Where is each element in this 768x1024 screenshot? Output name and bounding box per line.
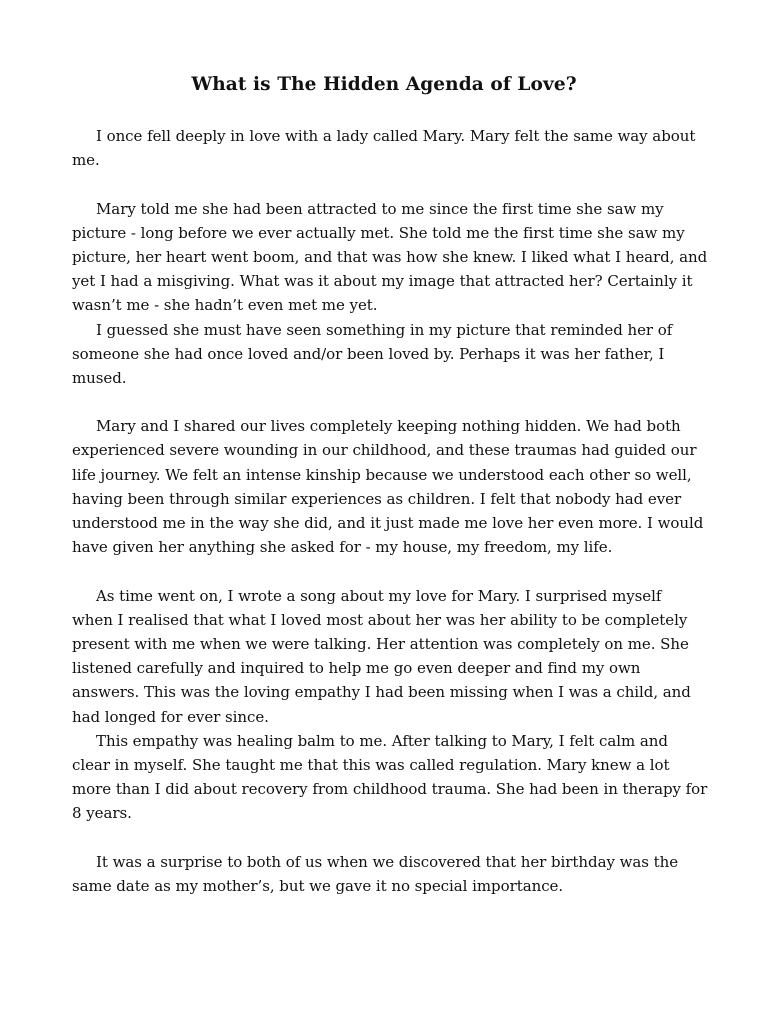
- paragraph-line: when I realised that what I loved most about her was her ability to be completely: [72, 610, 688, 629]
- paragraph-line: same date as my mother’s, but we gave it no special importance.: [72, 876, 564, 895]
- paragraph-spacer: [72, 390, 712, 414]
- paragraph-line: more than I did about recovery from childhood trauma. She had been in therapy for: [72, 780, 708, 799]
- paragraph-line: As time went on, I wrote a song about my love for Mary. I surprised myself: [96, 586, 662, 605]
- paragraph-line: Mary told me she had been attracted to me since the first time she saw my: [96, 199, 664, 218]
- paragraph-line: wasn’t me - she hadn’t even met me yet.: [72, 296, 378, 315]
- paragraph-line: me.: [72, 151, 100, 170]
- paragraph-line: 8 years.: [72, 804, 132, 823]
- paragraph-line: listened carefully and inquired to help me go even deeper and find my own: [72, 659, 641, 678]
- paragraph-1: [72, 124, 712, 172]
- paragraph-line: experienced severe wounding in our childhood, and these traumas had guided our: [72, 441, 697, 460]
- paragraph-line: I once fell deeply in love with a lady called Mary. Mary felt the same way about: [96, 127, 696, 145]
- paragraph-line: mused.: [72, 368, 127, 387]
- paragraph-line: picture, her heart went boom, and that was how she knew. I liked what I heard, and: [72, 247, 708, 266]
- paragraph-line: understood me in the way she did, and it just made me love her even more. I would: [72, 514, 704, 532]
- paragraph-line: This empathy was healing balm to me. After talking to Mary, I felt calm and: [96, 731, 668, 750]
- paragraph-spacer: [72, 559, 712, 583]
- paragraph-2: [72, 197, 712, 318]
- paragraph-line: life journey. We felt an intense kinship because we understood each other so well,: [72, 465, 692, 484]
- paragraph-3: [72, 318, 712, 391]
- paragraph-line: clear in myself. She taught me that this was called regulation. Mary knew a lot: [72, 755, 670, 774]
- paragraph-line: I guessed she must have seen something in my picture that reminded her of: [96, 320, 673, 339]
- paragraph-line: answers. This was the loving empathy I had been missing when I was a child, and: [72, 683, 691, 702]
- document-body: [72, 124, 712, 898]
- paragraph-line: had longed for ever since.: [72, 707, 269, 726]
- paragraph-6: [72, 729, 712, 826]
- paragraph-line: Mary and I shared our lives completely keeping nothing hidden. We had both: [96, 417, 681, 436]
- paragraph-spacer: [72, 172, 712, 196]
- paragraph-7: [72, 850, 712, 898]
- paragraph-line: picture - long before we ever actually met. She told me the first time she saw my: [72, 223, 685, 242]
- document-title: What is The Hidden Agenda of Love?: [191, 74, 577, 95]
- paragraph-line: have given her anything she asked for - my house, my freedom, my life.: [72, 538, 613, 557]
- paragraph-line: present with me when we were talking. Her attention was completely on me. She: [72, 634, 689, 653]
- paragraph-5: [72, 584, 712, 729]
- paragraph-line: someone she had once loved and/or been loved by. Perhaps it was her father, I: [72, 344, 665, 363]
- paragraph-4: [72, 414, 712, 559]
- paragraph-line: It was a surprise to both of us when we discovered that her birthday was the: [96, 852, 679, 871]
- paragraph-line: yet I had a misgiving. What was it about my image that attracted her? Certainly it: [72, 272, 693, 291]
- paragraph-spacer: [72, 825, 712, 849]
- paragraph-line: having been through similar experiences as children. I felt that nobody had ever: [72, 489, 682, 508]
